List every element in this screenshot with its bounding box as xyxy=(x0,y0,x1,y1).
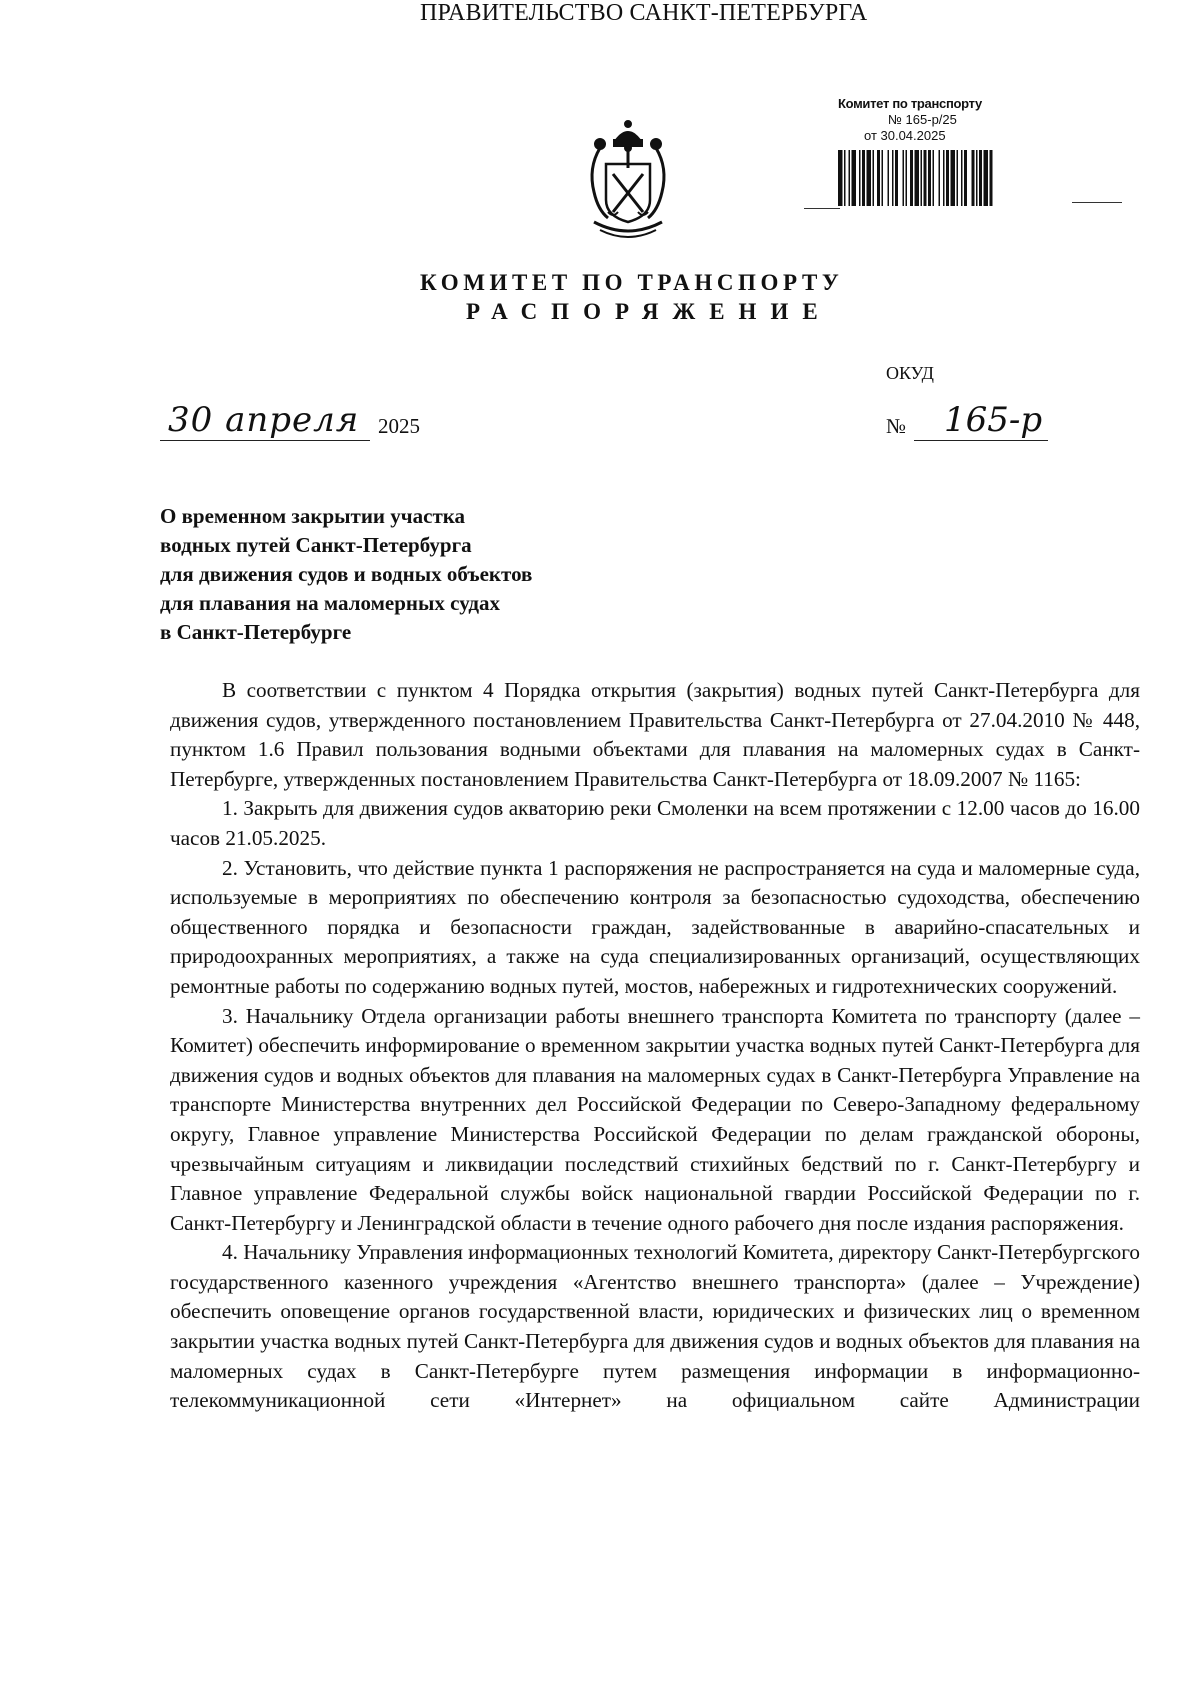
document-subject xyxy=(160,502,660,647)
stamp-number: № 165-р/25 xyxy=(888,112,957,127)
stamp-rule xyxy=(804,208,840,209)
barcode-bar xyxy=(972,150,975,206)
registration-stamp xyxy=(838,96,1038,144)
order-item-2: 2. Установить, что действие пункта 1 распоряжения не распространяется на суда и маломерные суда, используемые в мероприятиях по обеспечению контроля за безопасностью судоходства, обеспечению общественного порядка и безопасности граждан, задействованные в аварийно-спасательных и природоохранных мероприятиях, а также на суда специализированных организаций, осуществляющих ремонтные работы по содержанию водных путей, мостов, набережных и гидротехнических сооружений. xyxy=(170,855,1140,998)
order-item-1: 1. Закрыть для движения судов акваторию реки Смоленки на всем протяжении с 12.00 часов до 16.00 часов 21.05.2025. xyxy=(170,796,1140,850)
barcode-bar xyxy=(895,150,898,206)
barcode-bar xyxy=(849,150,851,206)
barcode-bar xyxy=(933,150,935,206)
barcode-bar xyxy=(903,150,905,206)
barcode-bar xyxy=(984,150,989,206)
barcode-bar xyxy=(990,150,993,206)
barcode-bar xyxy=(928,150,931,206)
document-body xyxy=(170,676,1140,1416)
barcode-bar xyxy=(892,150,894,206)
barcode-bar xyxy=(882,150,884,206)
barcode-bar xyxy=(915,150,920,206)
barcode-bar xyxy=(873,150,875,206)
stamp-title: Комитет по транспорту xyxy=(838,96,982,111)
government-title: ПРАВИТЕЛЬСТВО САНКТ-ПЕТЕРБУРГА xyxy=(420,0,868,26)
okud-label: ОКУД xyxy=(886,363,934,383)
subject-line: для плавания на маломерных судах xyxy=(160,591,501,615)
barcode-bar xyxy=(852,150,857,206)
barcode xyxy=(836,150,1046,206)
number-underline xyxy=(914,440,1048,441)
stamp-rule xyxy=(1072,202,1122,203)
barcode-bar xyxy=(921,150,923,206)
barcode-bar xyxy=(957,150,959,206)
barcode-bar xyxy=(888,150,890,206)
number-handwritten: 165-р xyxy=(944,400,1043,440)
barcode-bar xyxy=(838,150,843,206)
date-handwritten: 30 апреля xyxy=(168,400,360,440)
barcode-bar xyxy=(924,150,927,206)
date-year: 2025 xyxy=(378,414,420,438)
barcode-bar xyxy=(844,150,846,206)
preamble-paragraph: В соответствии с пунктом 4 Порядка открытия (закрытия) водных путей Санкт-Петербурга для движения судов, утвержденного постановлением Правительства Санкт-Петербурга от 27.04.2010 № 448, пунктом 1.6 Правил пользования водными объектами для плавания на маломерных судах в Санкт-Петербурге, утвержденных постановлением Правительства Санкт-Петербурга от 18.09.2007 № 1165: xyxy=(170,678,1140,791)
coat-of-arms-icon xyxy=(580,118,676,240)
barcode-bar xyxy=(976,150,978,206)
order-item-3: 3. Начальнику Отдела организации работы внешнего транспорта Комитета по транспорту (далее – Комитет) обеспечить информирование о временном закрытии участка водных путей Санкт-Петербурга для движения судов и водных объектов для плавания на маломерных судах в Санкт-Петербурга Управление на транспорте Министерства внутренних дел Российской Федерации по Северо-Западному федеральному округу, Главное управление Министерства Российской Федерации по делам гражданской обороны, чрезвычайным ситуациям и ликвидации последствий стихийных бедствий по г. Санкт-Петербургу и Главное управление Федеральной службы войск национальной гвардии Российской Федерации по г. Санкт-Петербургу и Ленинградской области в течение одного рабочего дня после издания распоряжения. xyxy=(170,1003,1140,1235)
barcode-bar xyxy=(859,150,861,206)
barcode-bar xyxy=(964,150,967,206)
barcode-bar xyxy=(951,150,956,206)
barcode-bar xyxy=(943,150,945,206)
subject-line: водных путей Санкт-Петербурга xyxy=(160,533,472,557)
barcode-bar xyxy=(979,150,982,206)
barcode-bar xyxy=(862,150,865,206)
committee-title: КОМИТЕТ ПО ТРАНСПОРТУ xyxy=(420,270,844,295)
barcode-bar xyxy=(961,150,963,206)
document-type-title: РАСПОРЯЖЕНИЕ xyxy=(466,299,832,324)
barcode-bar xyxy=(877,150,880,206)
subject-line: в Санкт-Петербурге xyxy=(160,620,352,644)
barcode-bar xyxy=(910,150,913,206)
barcode-bar xyxy=(939,150,941,206)
subject-line: для движения судов и водных объектов xyxy=(160,562,533,586)
date-underline xyxy=(160,440,370,441)
barcode-bar xyxy=(867,150,872,206)
stamp-date: от 30.04.2025 xyxy=(864,128,946,143)
barcode-bar xyxy=(906,150,908,206)
subject-line: О временном закрытии участка xyxy=(160,504,466,528)
number-sign: № xyxy=(886,414,907,438)
order-item-4: 4. Начальнику Управления информационных технологий Комитета, директору Санкт-Петербургского государственного казенного учреждения «Агентство внешнего транспорта» (далее – Учреждение) обеспечить оповещение органов государственной власти, юридических и физических лиц о временном закрытии участка водных путей Санкт-Петербурга для движения судов и водных объектов для плавания на маломерных судах в Санкт-Петербурге путем размещения информации в информационно-телекоммуникационной сети «Интернет» на официальном сайте Администрации xyxy=(170,1240,1140,1413)
barcode-bar xyxy=(946,150,949,206)
